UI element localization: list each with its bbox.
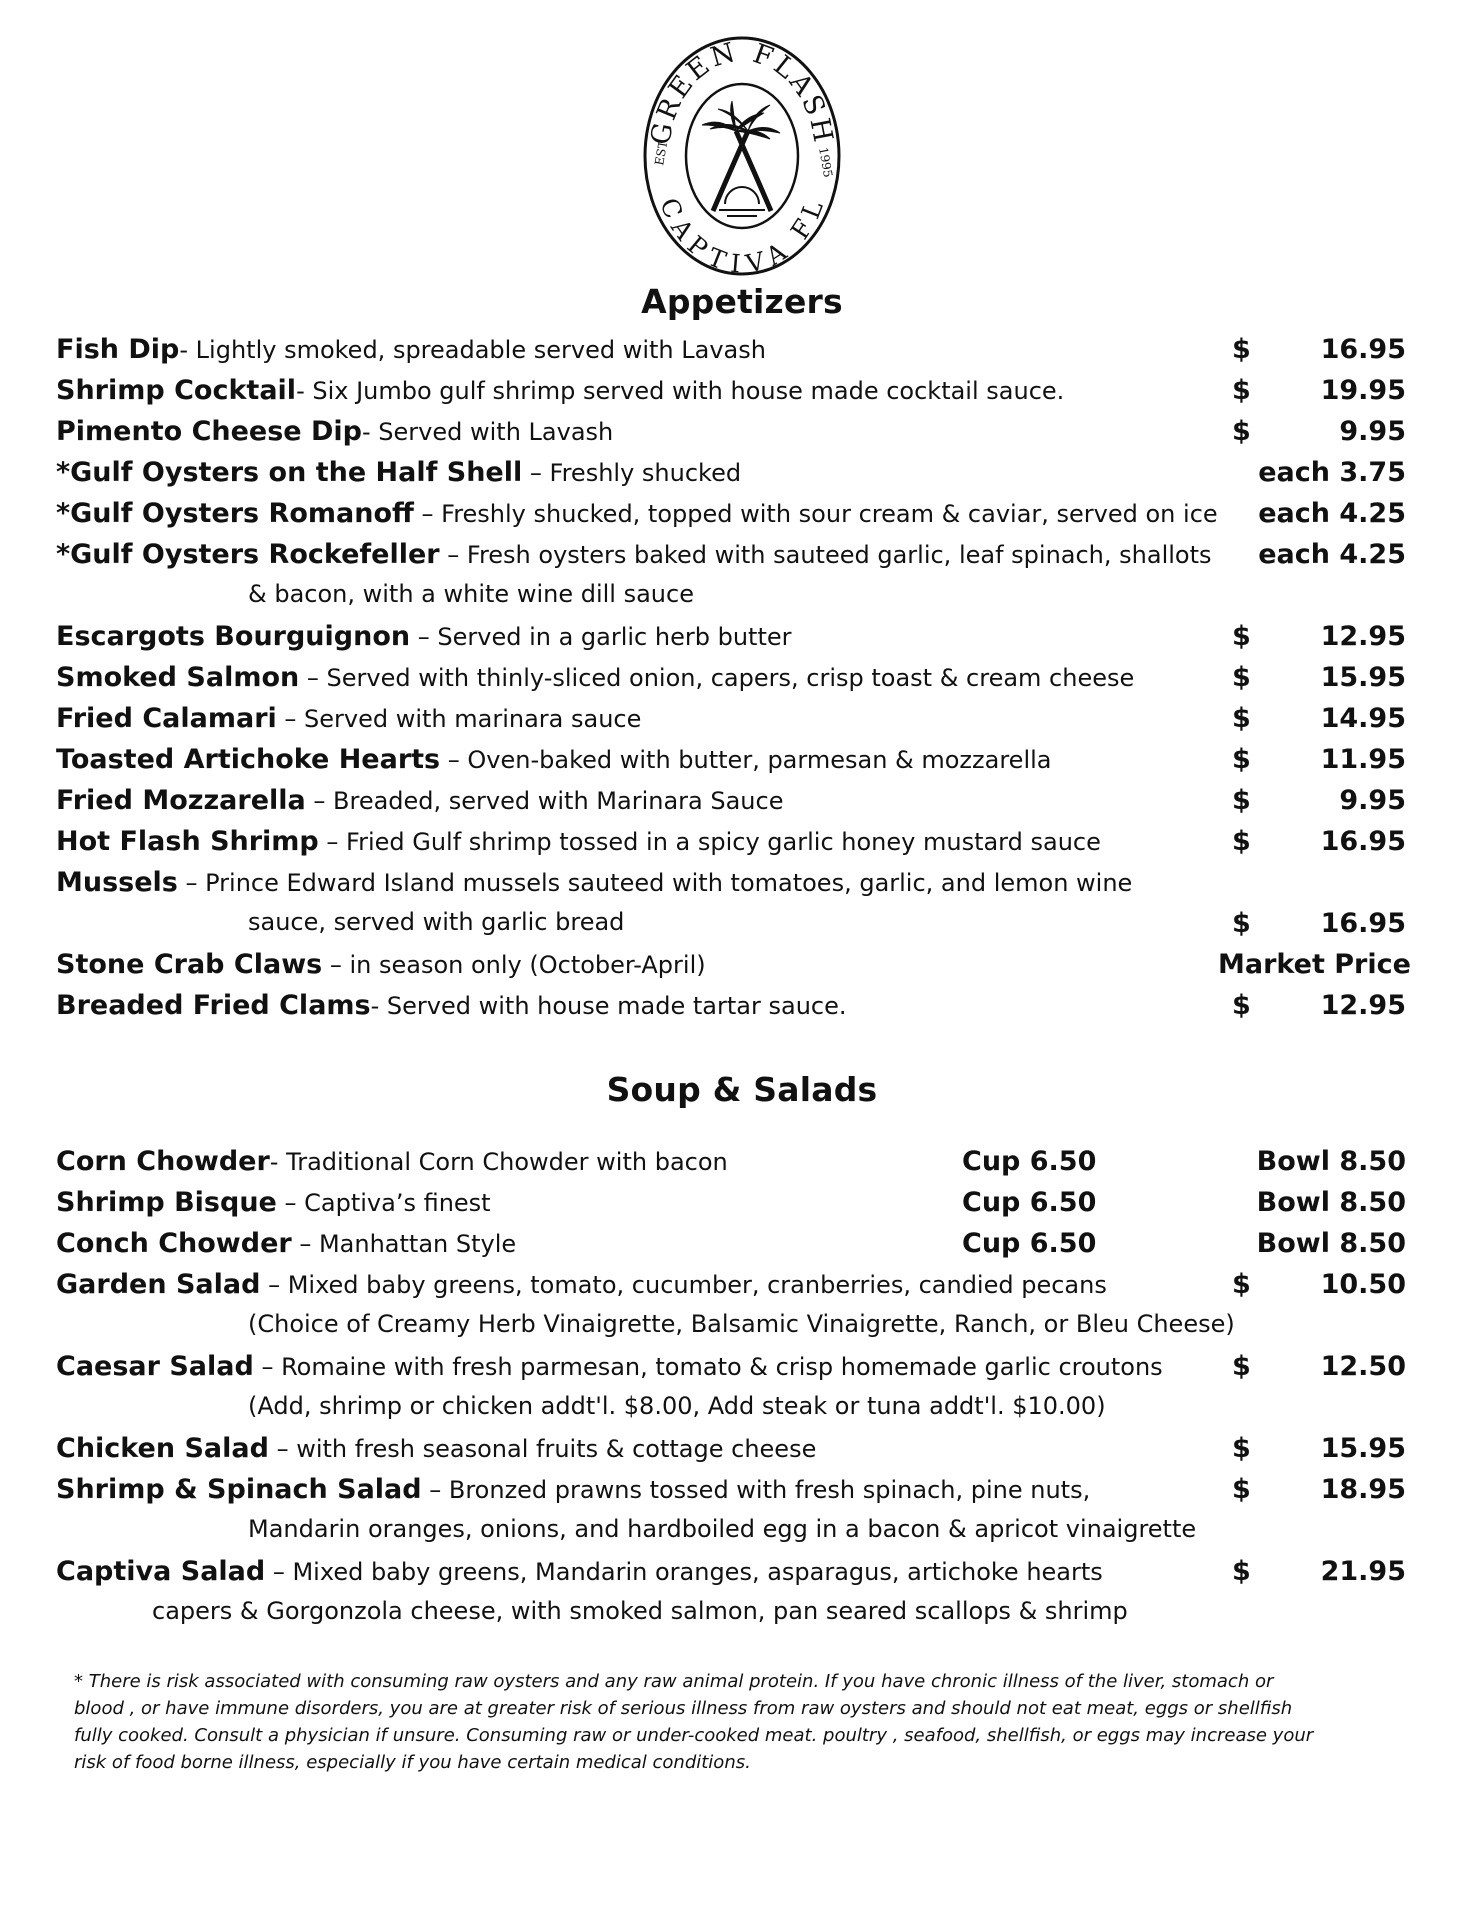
- bowl-price: Bowl 8.50: [1256, 1146, 1406, 1177]
- item-line: [56, 457, 741, 488]
- currency-symbol: $: [1232, 1269, 1251, 1300]
- cup-price: Cup 6.50: [962, 1228, 1097, 1259]
- currency-symbol: $: [1232, 375, 1251, 406]
- item-description: – Breaded, served with Marinara Sauce: [305, 787, 784, 815]
- currency-symbol: $: [1232, 744, 1251, 775]
- item-line: [56, 498, 1218, 529]
- item-name: *Gulf Oysters on the Half Shell: [56, 457, 523, 488]
- item-description: - Lightly smoked, spreadable served with Lavash: [179, 336, 766, 364]
- cup-price: Cup 6.50: [962, 1146, 1097, 1177]
- item-description: – Bronzed prawns tossed with fresh spinach, pine nuts,: [421, 1476, 1091, 1504]
- currency-symbol: $: [1232, 662, 1251, 693]
- item-line: [56, 1433, 816, 1464]
- item-description: - Served with house made tartar sauce.: [370, 992, 847, 1020]
- menu-item: [0, 867, 1484, 939]
- item-description: – Romaine with fresh parmesan, tomato & crisp homemade garlic croutons: [253, 1353, 1163, 1381]
- currency-symbol: $: [1232, 416, 1251, 447]
- item-line: [56, 703, 641, 734]
- item-line: [56, 785, 783, 816]
- item-name: *Gulf Oysters Rockefeller: [56, 539, 440, 570]
- item-price: 12.95: [1320, 990, 1406, 1021]
- item-price: 10.50: [1320, 1269, 1406, 1300]
- currency-symbol: $: [1232, 703, 1251, 734]
- menu-item: [0, 539, 1484, 608]
- item-description: – Mixed baby greens, tomato, cucumber, cranberries, candied pecans: [260, 1271, 1107, 1299]
- menu-item: [0, 416, 1484, 456]
- item-price: each 4.25: [1258, 498, 1406, 529]
- menu-item: [0, 1474, 1484, 1543]
- menu-item: [0, 457, 1484, 497]
- item-price: 18.95: [1320, 1474, 1406, 1505]
- menu-item: [0, 1228, 1484, 1268]
- item-line: [56, 1556, 1103, 1587]
- market-price: Market Price: [1218, 949, 1411, 980]
- item-name: *Gulf Oysters Romanoff: [56, 498, 414, 529]
- item-name: Shrimp Cocktail: [56, 375, 297, 406]
- logo-year-text: 1995: [816, 146, 836, 179]
- soup-salads-heading: Soup & Salads: [606, 1070, 878, 1109]
- item-description: – Freshly shucked, topped with sour cream & caviar, served on ice: [413, 500, 1218, 528]
- item-name: Chicken Salad: [56, 1433, 269, 1464]
- currency-symbol: $: [1232, 1474, 1251, 1505]
- item-description-continued: (Add, shrimp or chicken addt'l. $8.00, Add steak or tuna addt'l. $10.00): [248, 1392, 1106, 1420]
- menu-item: [0, 826, 1484, 866]
- menu-item: [0, 375, 1484, 415]
- item-line: [56, 375, 1064, 406]
- currency-symbol: $: [1232, 1433, 1251, 1464]
- item-line: [56, 990, 847, 1021]
- currency-symbol: $: [1232, 621, 1251, 652]
- raw-food-disclaimer: * There is risk associated with consuming raw oysters and any raw animal protein. If you have chronic illness of the liver, stomach or blood , or have immune disorders, you are at greater risk of serious illness from raw oysters and should not eat meat, eggs or shellfish fully cooked. Consult a physician if unsure. Consuming raw or under-cooked meat. poultry , seafood, shellfish, or eggs may increase your risk of food borne illness, especially if you have certain medical conditions.: [74, 1671, 1314, 1773]
- menu-item: [0, 1351, 1484, 1420]
- item-name: Conch Chowder: [56, 1228, 292, 1259]
- item-description-continued: & bacon, with a white wine dill sauce: [248, 580, 694, 608]
- item-description: – with fresh seasonal fruits & cottage cheese: [268, 1435, 817, 1463]
- item-line: [56, 744, 1051, 775]
- item-name: Garden Salad: [56, 1269, 261, 1300]
- menu-item: [0, 498, 1484, 538]
- appetizers-heading: Appetizers: [641, 282, 843, 321]
- item-description: – Fresh oysters baked with sauteed garlic, leaf spinach, shallots: [439, 541, 1212, 569]
- item-line: [56, 539, 1212, 570]
- logo-bottom-text: CAPTIVA FL: [654, 193, 830, 276]
- item-description: – Fried Gulf shrimp tossed in a spicy garlic honey mustard sauce: [318, 828, 1101, 856]
- item-name: Hot Flash Shrimp: [56, 826, 319, 857]
- item-name: Captiva Salad: [56, 1556, 266, 1587]
- cup-price: Cup 6.50: [962, 1187, 1097, 1218]
- item-description: - Six Jumbo gulf shrimp served with house made cocktail sauce.: [296, 377, 1065, 405]
- item-description: – Mixed baby greens, Mandarin oranges, asparagus, artichoke hearts: [265, 1558, 1103, 1586]
- item-name: Smoked Salmon: [56, 662, 300, 693]
- menu-item: [0, 703, 1484, 743]
- currency-symbol: $: [1232, 1351, 1251, 1382]
- menu-item: [0, 1187, 1484, 1227]
- item-price: 11.95: [1320, 744, 1406, 775]
- item-line: [56, 621, 791, 652]
- palm-trees-icon: [702, 101, 780, 216]
- item-line: [56, 1228, 516, 1259]
- item-description: – Manhattan Style: [291, 1230, 517, 1258]
- item-line: [56, 662, 1134, 693]
- item-description: – Prince Edward Island mussels sauteed with tomatoes, garlic, and lemon wine: [177, 869, 1133, 897]
- currency-symbol: $: [1232, 334, 1251, 365]
- item-line: [56, 1269, 1107, 1300]
- logo-est-text: EST: [652, 139, 671, 167]
- item-line: [56, 826, 1101, 857]
- item-line: [56, 1146, 728, 1177]
- item-name: Pimento Cheese Dip: [56, 416, 363, 447]
- item-price: 12.50: [1320, 1351, 1406, 1382]
- item-line: [56, 1187, 491, 1218]
- menu-item: [0, 1269, 1484, 1338]
- item-name: Corn Chowder: [56, 1146, 270, 1177]
- item-price: 21.95: [1320, 1556, 1406, 1587]
- menu-item: [0, 990, 1484, 1030]
- item-description: – Served with marinara sauce: [276, 705, 642, 733]
- currency-symbol: $: [1232, 908, 1251, 939]
- item-line: [56, 416, 613, 447]
- menu-item: [0, 1146, 1484, 1186]
- currency-symbol: $: [1232, 1556, 1251, 1587]
- item-description: – Freshly shucked: [522, 459, 742, 487]
- item-line: [56, 1474, 1090, 1505]
- menu-item: [0, 621, 1484, 661]
- item-name: Escargots Bourguignon: [56, 621, 411, 652]
- item-description-continued: capers & Gorgonzola cheese, with smoked salmon, pan seared scallops & shrimp: [152, 1597, 1128, 1625]
- menu-item: [0, 334, 1484, 374]
- item-description: - Served with Lavash: [362, 418, 614, 446]
- item-price: each 3.75: [1258, 457, 1406, 488]
- green-flash-logo: [643, 36, 841, 276]
- item-description-continued: (Choice of Creamy Herb Vinaigrette, Balsamic Vinaigrette, Ranch, or Bleu Cheese): [248, 1310, 1235, 1338]
- item-name: Stone Crab Claws: [56, 949, 323, 980]
- item-price: 14.95: [1320, 703, 1406, 734]
- item-description: – Served with thinly-sliced onion, capers, crisp toast & cream cheese: [299, 664, 1135, 692]
- menu-item: [0, 662, 1484, 702]
- item-price: 9.95: [1339, 416, 1406, 447]
- item-name: Toasted Artichoke Hearts: [56, 744, 441, 775]
- item-description: – in season only (October-April): [322, 951, 706, 979]
- item-name: Caesar Salad: [56, 1351, 254, 1382]
- item-price: each 4.25: [1258, 539, 1406, 570]
- item-line: [56, 334, 766, 365]
- item-description: – Oven-baked with butter, parmesan & mozzarella: [440, 746, 1052, 774]
- item-name: Fried Calamari: [56, 703, 277, 734]
- item-price: 16.95: [1320, 908, 1406, 939]
- menu-item: [0, 785, 1484, 825]
- item-price: 15.95: [1320, 662, 1406, 693]
- item-line: [56, 949, 706, 980]
- item-price: 16.95: [1320, 334, 1406, 365]
- bowl-price: Bowl 8.50: [1256, 1228, 1406, 1259]
- item-description: – Captiva’s finest: [276, 1189, 491, 1217]
- item-line: [56, 1351, 1163, 1382]
- item-price: 12.95: [1320, 621, 1406, 652]
- item-price: 9.95: [1339, 785, 1406, 816]
- item-price: 16.95: [1320, 826, 1406, 857]
- menu-item: [0, 744, 1484, 784]
- menu-item: [0, 949, 1484, 989]
- item-line: [56, 867, 1132, 898]
- bowl-price: Bowl 8.50: [1256, 1187, 1406, 1218]
- currency-symbol: $: [1232, 826, 1251, 857]
- menu-item: [0, 1556, 1484, 1625]
- currency-symbol: $: [1232, 990, 1251, 1021]
- item-description: – Served in a garlic herb butter: [410, 623, 792, 651]
- item-description: - Traditional Corn Chowder with bacon: [269, 1148, 728, 1176]
- item-name: Fried Mozzarella: [56, 785, 306, 816]
- currency-symbol: $: [1232, 785, 1251, 816]
- item-description-continued: sauce, served with garlic bread: [248, 908, 625, 936]
- logo-top-text: GREEN FLASH: [645, 36, 839, 148]
- item-price: 15.95: [1320, 1433, 1406, 1464]
- item-name: Shrimp & Spinach Salad: [56, 1474, 422, 1505]
- item-description-continued: Mandarin oranges, onions, and hardboiled egg in a bacon & apricot vinaigrette: [248, 1515, 1197, 1543]
- item-name: Breaded Fried Clams: [56, 990, 371, 1021]
- menu-item: [0, 1433, 1484, 1473]
- item-name: Mussels: [56, 867, 178, 898]
- item-name: Shrimp Bisque: [56, 1187, 277, 1218]
- item-price: 19.95: [1320, 375, 1406, 406]
- item-name: Fish Dip: [56, 334, 180, 365]
